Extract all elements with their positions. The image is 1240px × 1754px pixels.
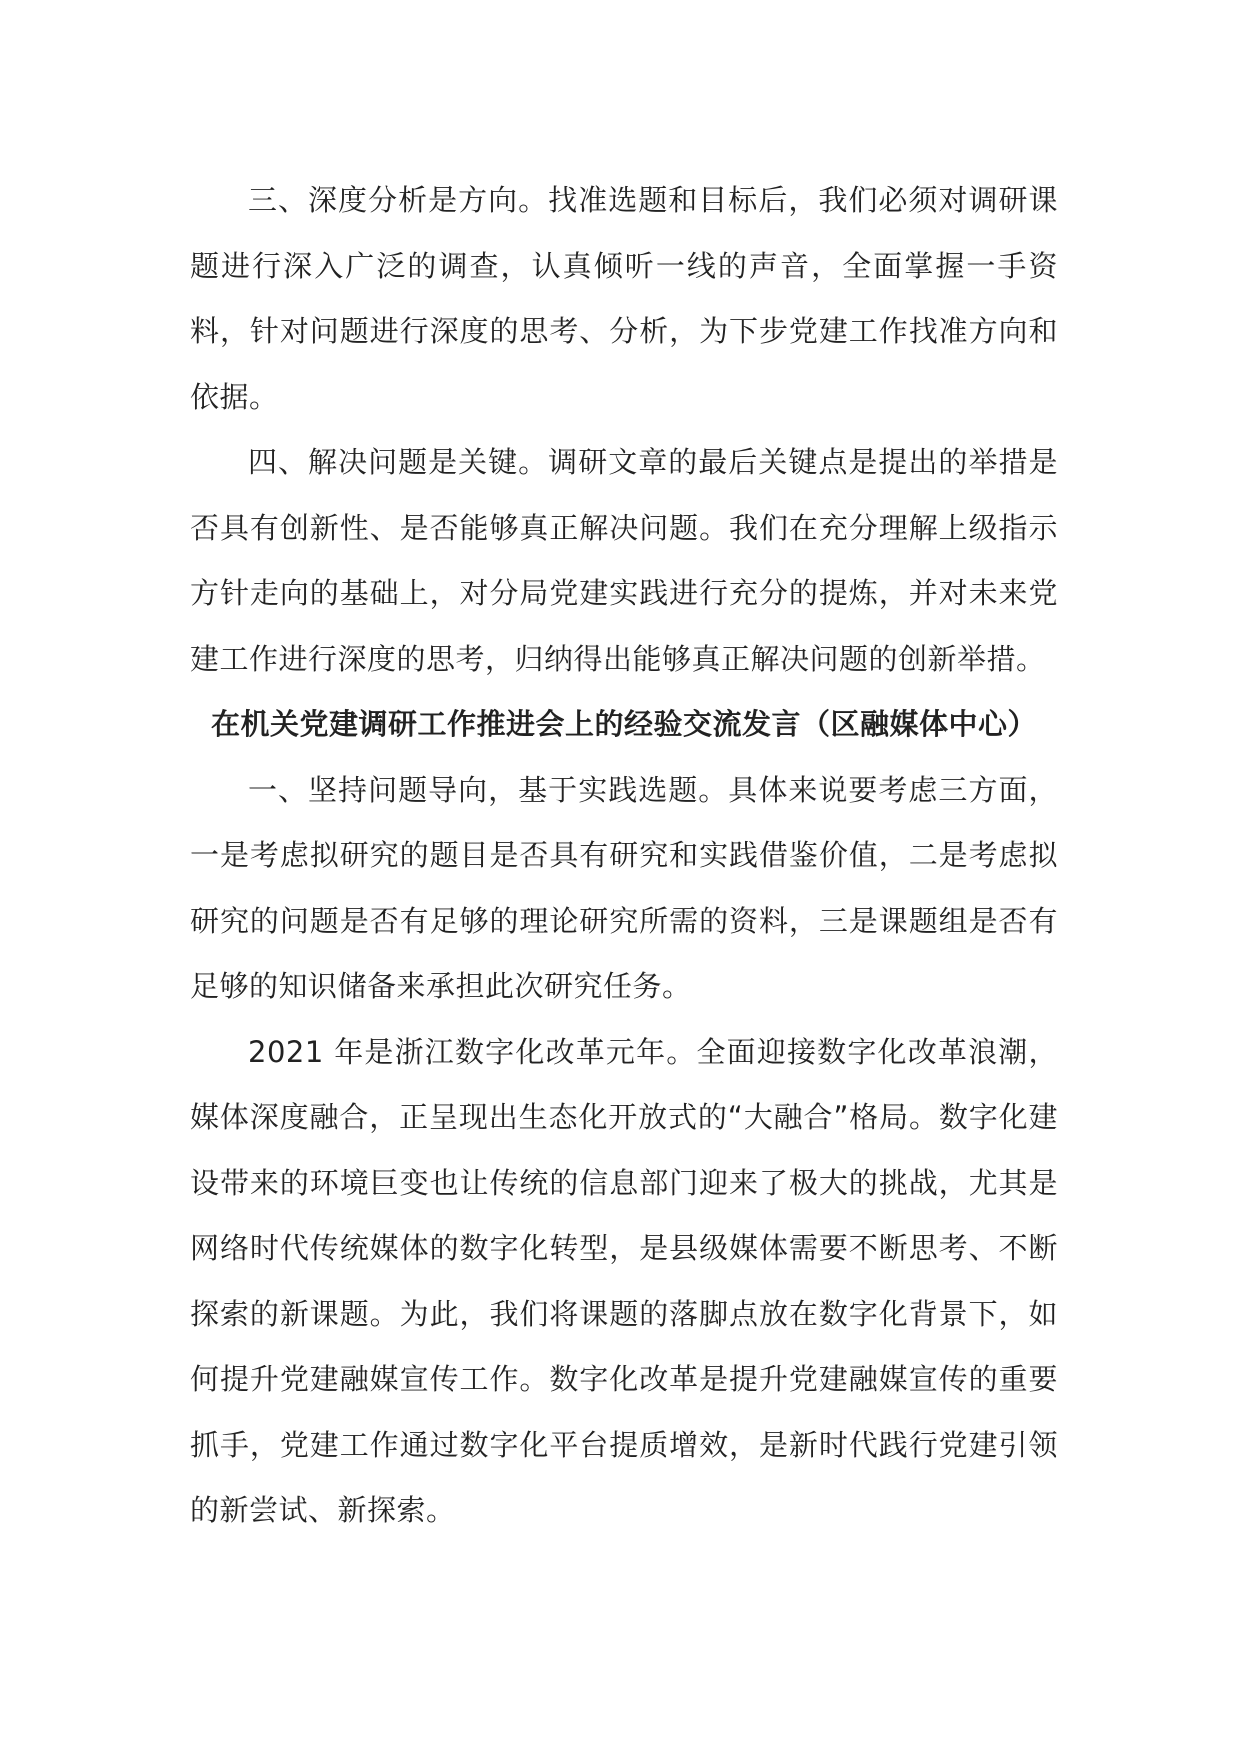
section-heading: 在机关党建调研工作推进会上的经验交流发言（区融媒体中心） [210, 707, 1037, 741]
paragraph-digital-reform: 2021 年是浙江数字化改革元年。全面迎接数字化改革浪潮，媒体深度融合，正呈现出生态化开放式的“大融合”格局。数字化建设带来的环境巨变也让传统的信息部门迎来了极大的挑战，尤其是网络时代传统媒体的数字化转型，是县级媒体需要不断思考、不断探索的新课题。为此，我们将课题的落脚点放在数字化背景下，如何提升党建融媒宣传工作。数字化改革是提升党建融媒宣传的重要抓手，党建工作通过数字化平台提质增效，是新时代践行党建引领的新尝试、新探索。 [190, 1034, 1058, 1527]
paragraph-depth-analysis: 三、深度分析是方向。找准选题和目标后，我们必须对调研课题进行深入广泛的调查，认真倾听一线的声音，全面掌握一手资料，针对问题进行深度的思考、分析，为下步党建工作找准方向和依据。 [190, 183, 1058, 414]
paragraph-problem-oriented: 一、坚持问题导向，基于实践选题。具体来说要考虑三方面，一是考虑拟研究的题目是否具有研究和实践借鉴价值，二是考虑拟研究的问题是否有足够的理论研究所需的资料，三是课题组是否有足够的知识储备来承担此次研究任务。 [190, 772, 1058, 1003]
document-body [190, 168, 1058, 1544]
paragraph-solve-problems: 四、解决问题是关键。调研文章的最后关键点是提出的举措是否具有创新性、是否能够真正解决问题。我们在充分理解上级指示方针走向的基础上，对分局党建实践进行充分的提炼，并对未来党建工作进行深度的思考，归纳得出能够真正解决问题的创新举措。 [190, 445, 1058, 676]
